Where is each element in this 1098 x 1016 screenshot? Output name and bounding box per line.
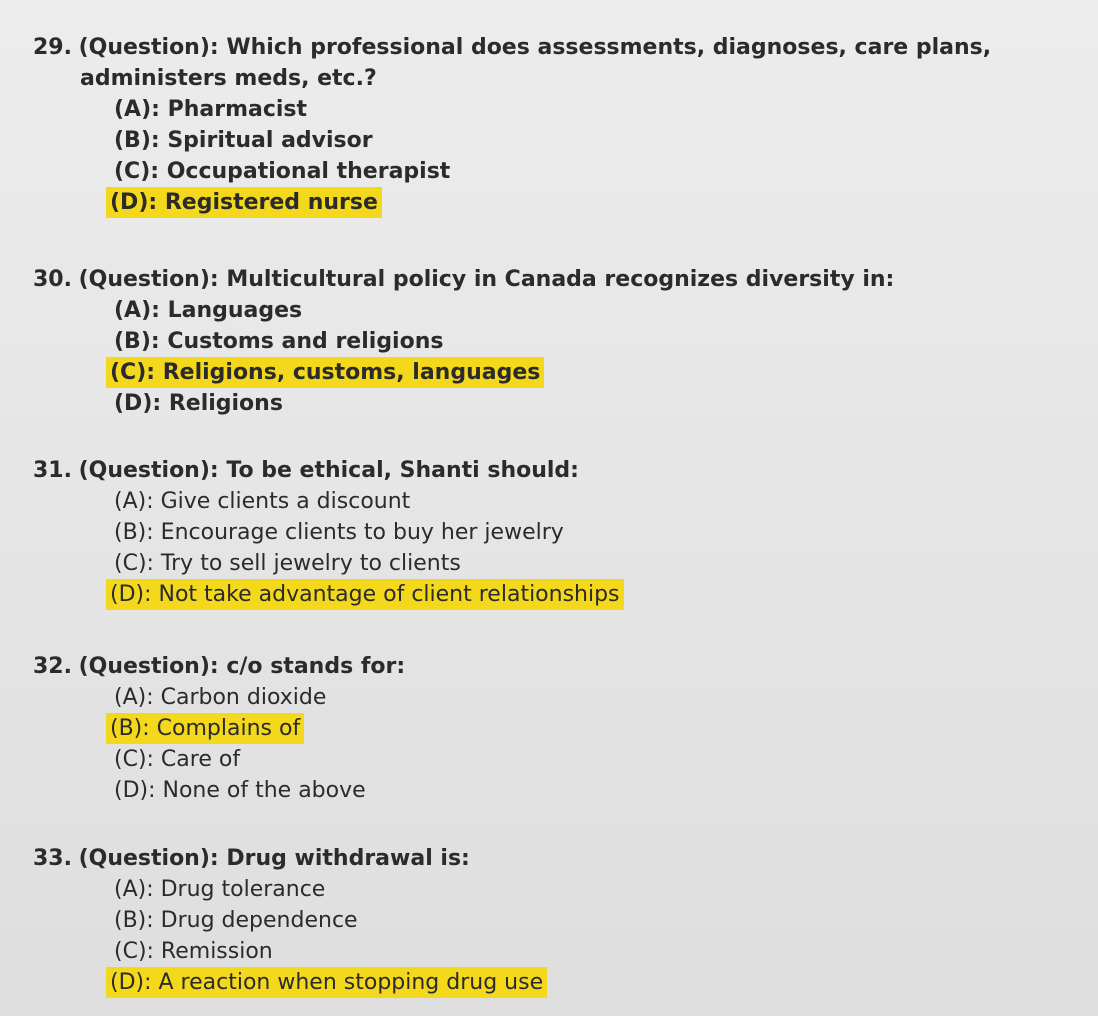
question-29: [0, 32, 1098, 218]
option-c-highlighted: (C): Religions, customs, languages: [106, 357, 544, 388]
question-33: [0, 843, 1098, 998]
question-text: (Question): Drug withdrawal is:: [78, 846, 470, 871]
question-30: [0, 264, 1098, 419]
option-c: (C): Remission: [114, 939, 273, 964]
option-d-highlighted: (D): Registered nurse: [106, 187, 382, 218]
option-b: (B): Customs and religions: [114, 329, 444, 354]
option-b: (B): Drug dependence: [114, 908, 358, 933]
option-a: (A): Give clients a discount: [114, 489, 411, 514]
question-text: (Question): Multicultural policy in Canada recognizes diversity in:: [78, 267, 895, 292]
question-32: [0, 651, 1098, 806]
question-number: 30.: [33, 267, 72, 292]
option-c: (C): Try to sell jewelry to clients: [114, 551, 461, 576]
option-c: (C): Care of: [114, 747, 241, 772]
option-a: (A): Languages: [114, 298, 303, 323]
option-b-highlighted: (B): Complains of: [106, 713, 304, 744]
option-d: (D): None of the above: [114, 778, 366, 803]
question-number: 29.: [33, 35, 72, 60]
question-number: 33.: [33, 846, 72, 871]
question-number: 31.: [33, 458, 72, 483]
option-c: (C): Occupational therapist: [114, 159, 451, 184]
option-b: (B): Spiritual advisor: [114, 128, 373, 153]
question-text: (Question): To be ethical, Shanti should:: [78, 458, 579, 483]
question-number: 32.: [33, 654, 72, 679]
question-31: [0, 455, 1098, 610]
option-a: (A): Drug tolerance: [114, 877, 326, 902]
option-d-highlighted: (D): A reaction when stopping drug use: [106, 967, 547, 998]
option-d-highlighted: (D): Not take advantage of client relationships: [106, 579, 624, 610]
option-a: (A): Pharmacist: [114, 97, 308, 122]
question-text: (Question): c/o stands for:: [78, 654, 406, 679]
option-b: (B): Encourage clients to buy her jewelry: [114, 520, 564, 545]
option-a: (A): Carbon dioxide: [114, 685, 327, 710]
question-text: (Question): Which professional does assessments, diagnoses, care plans, administers meds, etc.?: [78, 35, 992, 91]
option-d: (D): Religions: [114, 391, 283, 416]
